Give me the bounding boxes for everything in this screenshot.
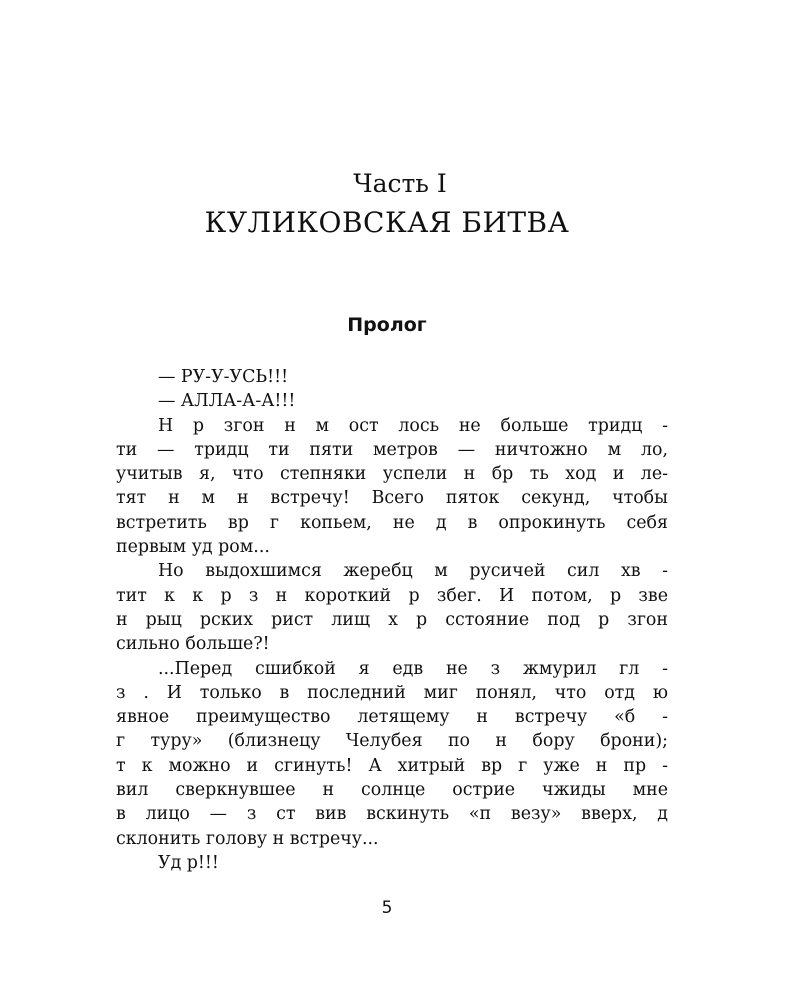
text-line: Н р згон н м ост лось не больше тридц - — [158, 415, 668, 436]
text-line: з . И только в последний миг понял, что отд ю — [116, 682, 668, 703]
text-line: н рыц рских рист лищ х р сстояние под р згон — [116, 609, 668, 630]
text-line: ...Перед сшибкой я едв не з жмурил гл - — [158, 658, 668, 679]
text-line: склонить голову н встречу... — [116, 828, 379, 849]
text-line: Но выдохшимся жеребц м русичей сил хв - — [158, 561, 668, 582]
text-line: явное преимущество летящему н встречу «б - — [116, 707, 668, 728]
part-title: КУЛИКОВСКАЯ БИТВА — [204, 206, 570, 239]
text-line: г туру» (близнецу Челубея по н бору брони); — [116, 731, 668, 752]
text-line: встретить вр г копьем, не д в опрокинуть себя — [116, 512, 668, 533]
text-line: учитыв я, что степняки успели н бр ть ход и ле- — [116, 464, 668, 485]
text-line: тит к к р з н короткий р збег. И потом, р зве — [116, 585, 668, 606]
text-line: Уд р!!! — [158, 852, 219, 873]
text-line: вил сверкнувшее н солнце острие чжиды мне — [116, 780, 668, 801]
text-line: первым уд ром... — [116, 537, 270, 558]
page-number: 5 — [381, 898, 393, 918]
chapter-title: Пролог — [347, 314, 427, 336]
text-line: — РУ-У-УСЬ!!! — [158, 367, 289, 387]
part-label: Часть I — [353, 169, 447, 198]
text-line: — АЛЛА-А-А!!! — [158, 391, 296, 412]
body-text — [116, 365, 668, 875]
text-line: ти — тридц ти пяти метров — ничтожно м ло, — [116, 439, 668, 460]
text-line: сильно больше?! — [116, 634, 270, 655]
text-line: тят н м н встречу! Всего пяток секунд, чтобы — [116, 488, 668, 509]
text-line: в лицо — з ст вив вскинуть «п везу» вверх, д — [116, 804, 668, 825]
text-line: т к можно и сгинуть! А хитрый вр г уже н пр - — [116, 755, 668, 776]
